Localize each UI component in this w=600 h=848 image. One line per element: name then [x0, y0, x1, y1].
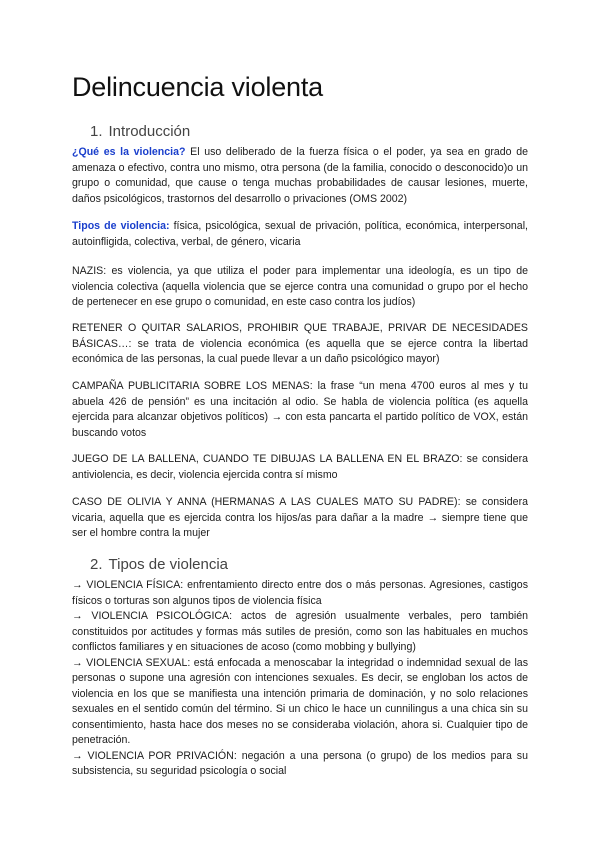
example-paragraph-economica: RETENER O QUITAR SALARIOS, PROHIBIR QUE TRABAJE, PRIVAR DE NECESIDADES BÁSICAS…: se trata de violencia económica (es aquella que se ejerce contra la libertad económica de las personas, la cual puede llevar a un daño psicológico mayor) [72, 322, 528, 365]
list-item-sexual: → VIOLENCIA SEXUAL: está enfocada a menoscabar la integridad o indemnidad sexual de las personas o supone una agresión con intenciones sexuales. Es decir, se engloban los actos de violencia en los que se manifiesta una intención primaria de dominación, y no solo relaciones sexuales en el sentido común del término. Si un chico le hace un cunnilingus a una chica sin su consentimiento, hasta hace dos meses no se consideraba violación, ahora si. Cualquier tipo de penetración. [72, 656, 528, 746]
section-title: Introducción [108, 123, 191, 140]
document-title: Delincuencia violenta [72, 72, 323, 102]
list-item-fisica: → VIOLENCIA FÍSICA: enfrentamiento directo entre dos o más personas. Agresiones, castigos físicos o torturas son algunos tipos de violencia física [72, 579, 528, 607]
section-number: 2. [90, 556, 103, 573]
types-paragraph [72, 219, 528, 250]
example-paragraph-politica: CAMPAÑA PUBLICITARIA SOBRE LOS MENAS: la frase “un mena 4700 euros al mes y tu abuela 426 de pensión” es una incitación al odio. Se habla de violencia política (es aquella ejercida para alcanzar objetivos políticos) → con esta pancarta el partido político de VOX, están buscando votos [72, 380, 528, 439]
list-item-psicologica: → VIOLENCIA PSICOLÓGICA: actos de agresión usualmente verbales, pero también constituidos por actitudes y formas más sutiles de presión, como son las habituales en muchos conflictos familiares y en situaciones de acoso (como mobbing y bullying) [72, 610, 528, 653]
section-heading-tipos [90, 555, 228, 575]
section-heading-introduccion [90, 122, 190, 142]
violence-types-list [72, 578, 528, 780]
types-text: física, psicológica, sexual de privación, política, económica, interpersonal, autoinfligida, colectiva, verbal, de género, vicaria [72, 220, 528, 248]
definition-text: El uso deliberado de la fuerza física o el poder, ya sea en grado de amenaza o efectivo, contra uno mismo, otra persona (de la familia, conocido o desconocido)o un grupo o comunidad, que cause o tenga muchas probabilidades de causar lesiones, muerte, daños psicológicos, trastornos del desarrollo o privaciones (OMS 2002) [72, 146, 528, 205]
question-label: ¿Qué es la violencia? [72, 146, 186, 158]
types-label: Tipos de violencia: [72, 220, 170, 232]
section-number: 1. [90, 123, 103, 140]
example-paragraph-ballena: JUEGO DE LA BALLENA, CUANDO TE DIBUJAS LA BALLENA EN EL BRAZO: se considera antiviolencia, es decir, violencia ejercida contra sí mismo [72, 453, 528, 481]
section-title: Tipos de violencia [108, 556, 229, 573]
list-item-privacion: → VIOLENCIA POR PRIVACIÓN: negación a una persona (o grupo) de los medios para su subsistencia, su seguridad psicología o social [72, 749, 528, 777]
example-paragraph-nazis: NAZIS: es violencia, ya que utiliza el poder para implementar una ideología, es un tipo de violencia colectiva (aquella violencia que se ejerce contra una comunidad o grupo por el hecho de pertenecer en ese grupo o comunidad, en este caso contra los judíos) [72, 265, 528, 308]
example-paragraph-vicaria: CASO DE OLIVIA Y ANNA (HERMANAS A LAS CUALES MATO SU PADRE): se considera vicaria, aquella que es ejercida contra los hijos/as para dañar a la madre → siempre tiene que ser el hombre contra la mujer [72, 496, 528, 539]
definition-paragraph [72, 145, 528, 207]
